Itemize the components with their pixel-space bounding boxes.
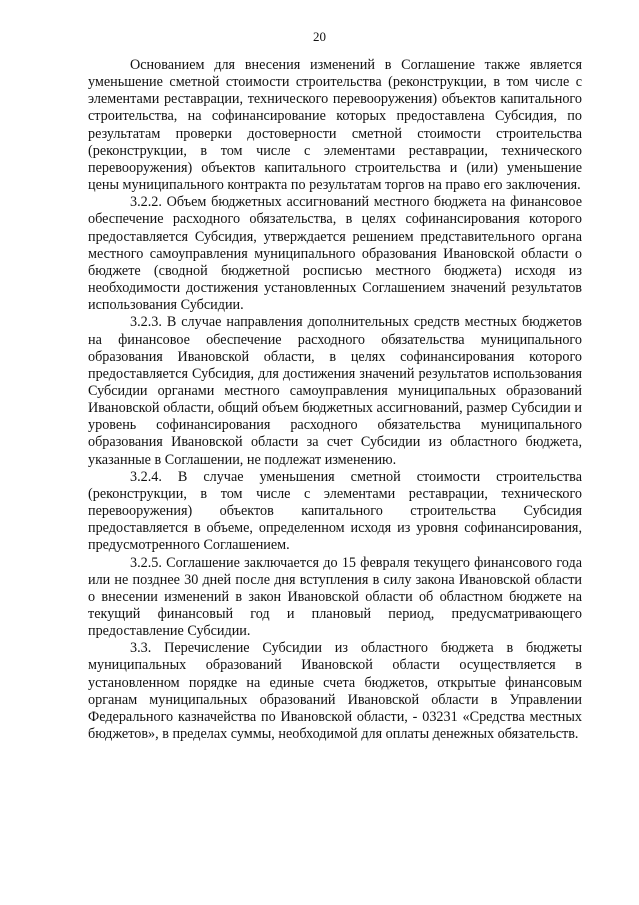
paragraph-3-3: 3.3. Перечисление Субсидии из областного бюджета в бюджеты муниципальных образований Ивановской области осуществляется в установленном порядке на единые счета бюджетов, открытые финансовым органам муниципальных образований Ивановской области в Управлении Федерального казначейства по Ивановской области, - 03231 «Средства местных бюджетов», в пределах суммы, необходимой для оплаты денежных обязательств. [88, 640, 582, 743]
paragraph-amendment-grounds: Основанием для внесения изменений в Соглашение также является уменьшение сметной стоимости строительства (реконструкции, в том числе с элементами реставрации, технического перевооружения) объектов капитального строительства, на софинансирование которых предоставлена Субсидия, по результатам проверки достоверности сметной стоимости строительства (реконструкции, в том числе с элементами реставрации, технического перевооружения) объектов капитального строительства и (или) уменьшение цены муниципального контракта по результатам торгов на право его заключения. [88, 57, 582, 194]
paragraph-3-2-4: 3.2.4. В случае уменьшения сметной стоимости строительства (реконструкции, в том числе с элементами реставрации, технического перевооружения) объектов капитального строительства Субсидия предоставляется в объеме, определенном исходя из уровня софинансирования, предусмотренного Соглашением. [88, 468, 582, 554]
paragraph-3-2-5: 3.2.5. Соглашение заключается до 15 февраля текущего финансового года или не позднее 30 дней после дня вступления в силу закона Ивановской области о внесении изменений в закон Ивановской области об областном бюджете на текущий финансовый год и плановый период, предусматривающего предоставление Субсидии. [88, 554, 582, 640]
paragraph-3-2-3: 3.2.3. В случае направления дополнительных средств местных бюджетов на финансовое обеспечение расходного обязательства муниципального образования Ивановской области, в целях софинансирования которого предоставляется Субсидия, для достижения значений результатов использования Субсидии органами местного самоуправления муниципальных образований Ивановской области, общий объем бюджетных ассигнований, размер Субсидии и уровень софинансирования расходного обязательства муниципального образования Ивановской области за счет Субсидии из областного бюджета, указанные в Соглашении, не подлежат изменению. [88, 314, 582, 468]
paragraph-3-2-2: 3.2.2. Объем бюджетных ассигнований местного бюджета на финансовое обеспечение расходного обязательства, в целях софинансирования которого предоставляется Субсидия, утверждается решением представительного органа местного самоуправления муниципального образования Ивановской области о бюджете (сводной бюджетной росписью местного бюджета) исходя из необходимости достижения установленных Соглашением значений результатов использования Субсидии. [88, 194, 582, 314]
page-number: 20 [313, 29, 326, 44]
document-body [88, 57, 582, 743]
